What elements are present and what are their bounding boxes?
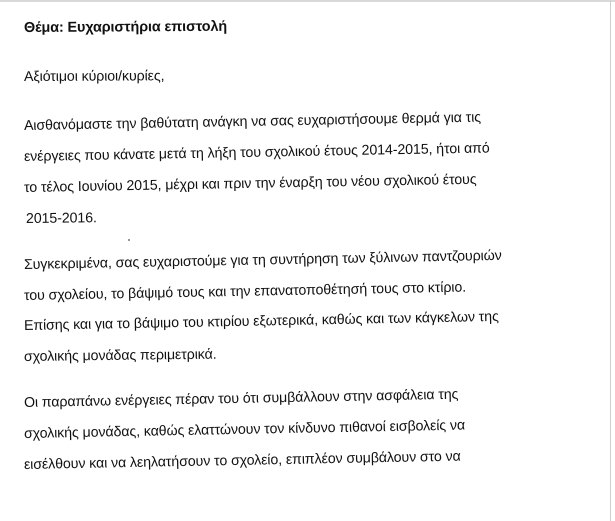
paragraph-2-line-2: του σχολείου, το βάψιμό τους και την επανατοποθέτησή τους στο κτίριο. (23, 279, 467, 304)
paragraph-3-line-3: εισέλθουν και να λεηλατήσουν το σχολείο, επιπλέον συμβάλουν στο να (23, 448, 461, 473)
letter-subject: Θέμα: Ευχαριστήρια επιστολή (23, 18, 228, 36)
paragraph-2-line-4: σχολικής μονάδας περιμετρικά. (23, 346, 217, 365)
scan-speck (128, 239, 130, 241)
letter-salutation: Αξιότιμοι κύριοι/κυρίες, (23, 68, 165, 85)
paragraph-3-line-2: σχολικής μονάδας, καθώς ελαττώνουν τον κίνδυνο πιθανοί εισβολείς να (23, 417, 466, 442)
paragraph-1-line-2: ενέργειες που κάνατε μετά τη λήξη του σχολικού έτους 2014-2015, ήτοι από (23, 140, 490, 165)
paragraph-2-line-3: Επίσης και για το βάψιμο του κτιρίου εξωτερικά, καθώς και των κάγκελων της (23, 308, 499, 334)
paragraph-1-line-4: 2015-2016. (25, 210, 97, 227)
paragraph-1-line-3: το τέλος Ιουνίου 2015, μέχρι και πριν την έναρξη του νέου σχολικού έτους (23, 171, 477, 196)
paragraph-2-line-1: Συγκεκριμένα, σας ευχαριστούμε για τη συντήρηση των ξύλινων παντζουριών (23, 247, 502, 273)
scan-top-edge (0, 0, 615, 2)
paragraph-3-line-1: Οι παραπάνω ενέργειες πέραν του ότι συμβάλλουν στην ασφάλεια της (23, 386, 459, 411)
scan-right-edge (610, 0, 611, 521)
paragraph-1-line-1: Αισθανόμαστε την βαθύτατη ανάγκη να σας ευχαριστήσουμε θερμά για τις (23, 109, 482, 134)
